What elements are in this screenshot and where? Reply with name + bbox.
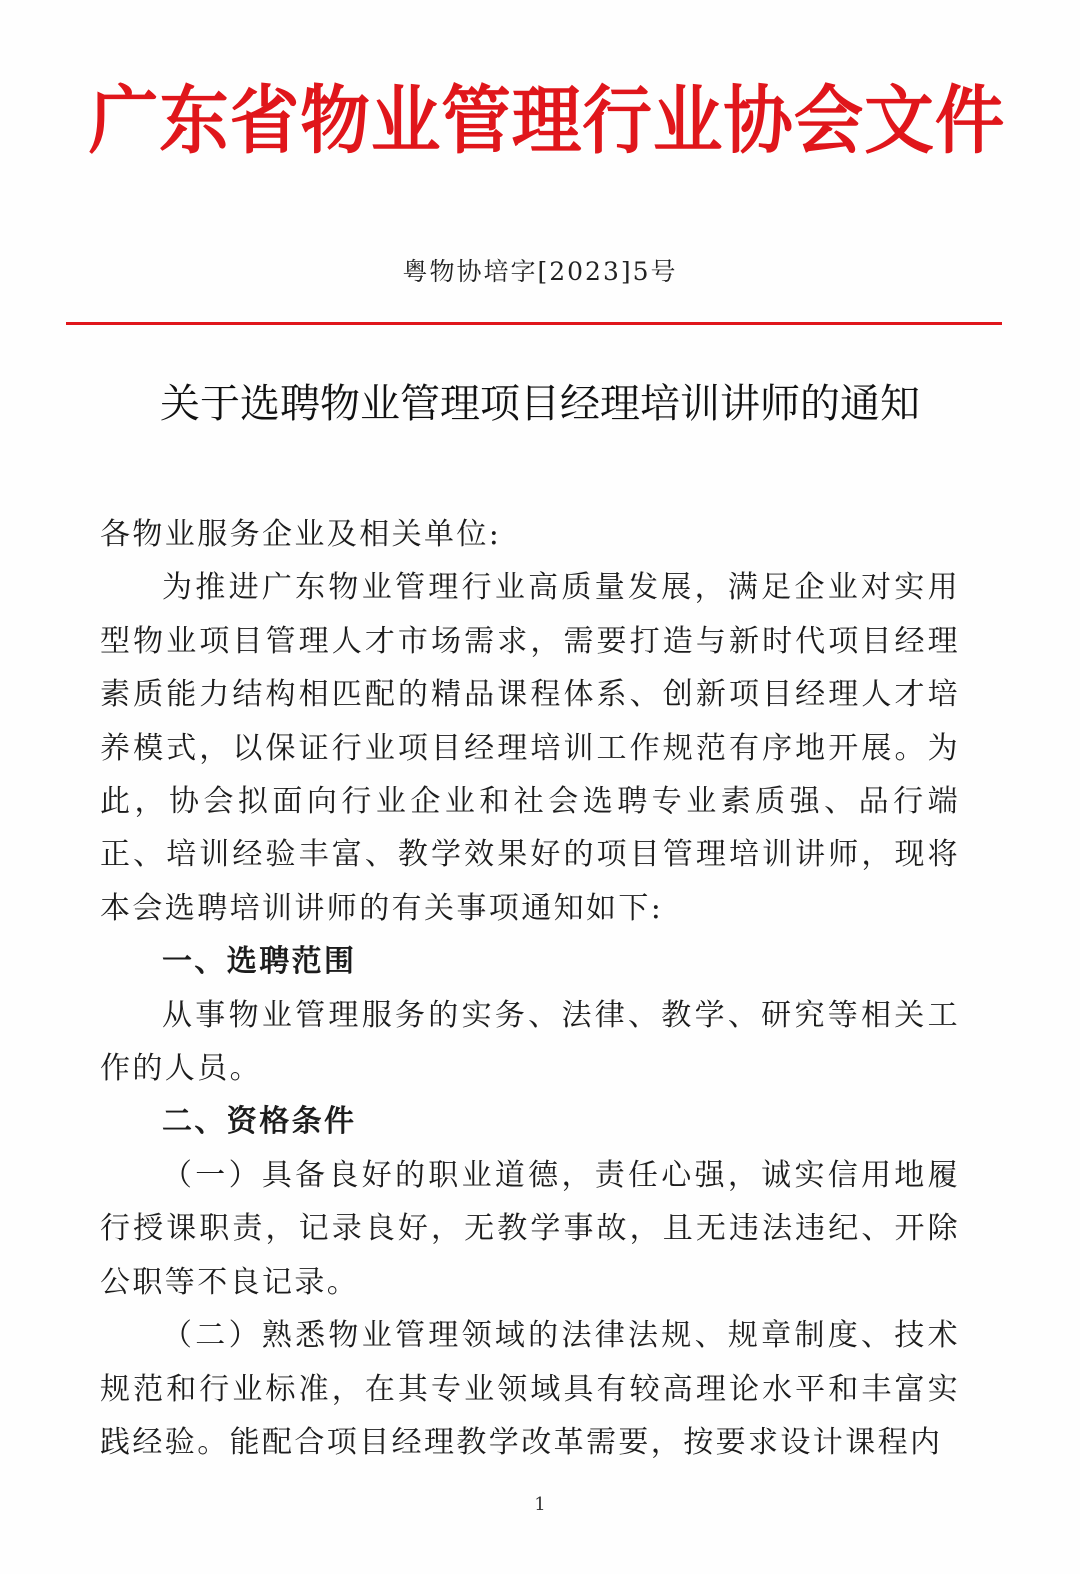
qualification-item-1: （一）具备良好的职业道德，责任心强，诚实信用地履行授课职责，记录良好，无教学事故，且无违法违纪、开除公职等不良记录。 <box>100 1157 960 1300</box>
qualification-item-2: （二）熟悉物业管理领域的法律法规、规章制度、技术规范和行业标准，在其专业领域具有较高理论水平和丰富实践经验。能配合项目经理教学改革需要，按要求设计课程内 <box>100 1318 960 1460</box>
salutation: 各物业服务企业及相关单位: <box>100 517 502 552</box>
letterhead-title: 广东省物业管理行业协会文件 <box>88 78 1006 164</box>
section-heading-qualifications: 二、资格条件 <box>162 1104 357 1140</box>
document-body <box>100 508 960 1469</box>
scope-paragraph: 从事物业管理服务的实务、法律、教学、研究等相关工作的人员。 <box>100 997 960 1087</box>
intro-paragraph: 为推进广东物业管理行业高质量发展，满足企业对实用型物业项目管理人才市场需求，需要打造与新时代项目经理素质能力结构相匹配的精品课程体系、创新项目经理人才培养模式，以保证行业项目经理培训工作规范有序地开展。为此，协会拟面向行业企业和社会选聘专业素质强、品行端正、培训经验丰富、教学效果好的项目管理培训讲师，现将本会选聘培训讲师的有关事项通知如下: <box>100 570 960 926</box>
notice-title: 关于选聘物业管理项目经理培训讲师的通知 <box>160 381 920 427</box>
red-divider-line <box>66 322 1002 325</box>
document-number: 粤物协培字[2023]5号 <box>402 257 678 286</box>
page-number: 1 <box>534 1494 546 1515</box>
section-heading-scope: 一、选聘范围 <box>162 944 357 980</box>
